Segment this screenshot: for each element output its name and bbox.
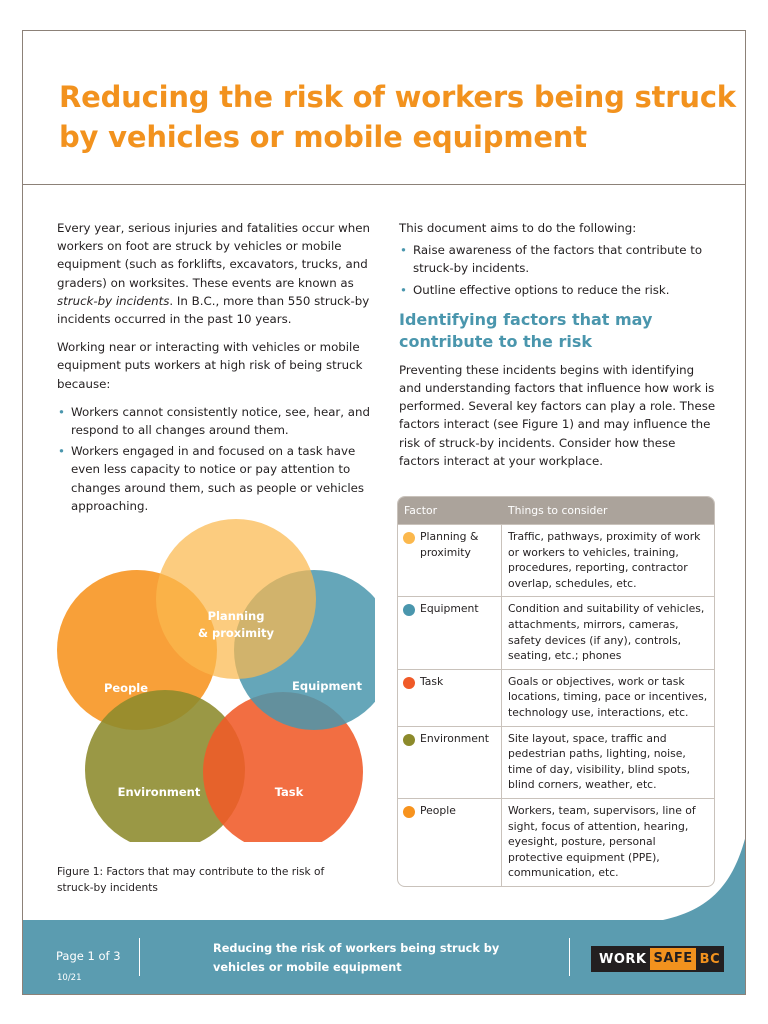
factor-considerations: Workers, team, supervisors, line of sight, focus of attention, hearing, eyesight, posture, personal protective equipment (PPE), communication, etc. xyxy=(508,803,696,880)
factor-name: Equipment xyxy=(420,602,479,616)
left-column xyxy=(57,219,375,525)
figure-caption: Figure 1: Factors that may contribute to the risk of struck-by incidents xyxy=(57,866,325,894)
factors-paragraph: Preventing these incidents begins with identifying and understanding factors that influence how work is performed. Several key factors can play a role. These factors interact (see Figure 1) and may influence the risk of struck-by incidents. Consider how these factors interact at your workplace. xyxy=(399,362,716,468)
factor-considerations: Condition and suitability of vehicles, attachments, mirrors, cameras, safety devices (if any), controls, seating, etc.; phones xyxy=(508,602,705,663)
right-column xyxy=(399,219,717,480)
factor-color-dot xyxy=(403,677,415,689)
factor-considerations: Traffic, pathways, proximity of work or workers to vehicles, training, procedures, reporting, contractor overlap, schedules, etc. xyxy=(508,530,701,590)
venn-label-proximity: & proximity xyxy=(197,626,275,640)
page-frame xyxy=(22,30,746,995)
factor-name: People xyxy=(420,803,456,817)
venn-label-task: Task xyxy=(274,785,304,799)
footer-title: Reducing the risk of workers being struck by vehicles or mobile equipment xyxy=(213,942,500,974)
footer-divider xyxy=(139,938,140,976)
table-row xyxy=(398,596,714,668)
risk-bullet-list xyxy=(57,403,375,515)
list-item: • Workers cannot consistently notice, see, hear, and respond to all changes around them. xyxy=(57,403,375,439)
factor-color-dot xyxy=(403,604,415,616)
table-row xyxy=(398,669,714,726)
list-item: • Workers engaged in and focused on a task have even less capacity to notice or pay attention to changes around them, such as people or vehicles approaching. xyxy=(57,442,375,515)
venn-label-people: People xyxy=(103,681,149,695)
revision-date: 10/21 xyxy=(57,973,82,983)
footer-decorative-curve xyxy=(23,731,746,921)
venn-label-planning: Planning xyxy=(207,609,265,623)
worksafebc-logo: WORK SAFE BC xyxy=(591,946,724,972)
table-header xyxy=(398,497,714,524)
title-divider xyxy=(23,184,745,185)
intro-paragraph: Every year, serious injuries and fatalities occur when workers on foot are struck by vehicles or mobile equipment (such as forklifts, excavators, trucks, and graders) on worksites. These events are known as struck-by incidents. In B.C., more than 550 struck-by incidents occurred in the past 10 years. xyxy=(57,221,370,327)
header-things: Things to consider xyxy=(508,503,608,517)
factor-considerations: Site layout, space, traffic and pedestrian paths, lighting, noise, time of day, visibility, blind spots, blind corners, weather, etc. xyxy=(508,731,691,792)
page-number: Page 1 of 3 xyxy=(56,949,121,963)
list-item: • Outline effective options to reduce the risk. xyxy=(399,281,717,299)
struck-by-term: struck-by incidents xyxy=(57,293,170,308)
table-row xyxy=(398,524,714,596)
list-item: • Raise awareness of the factors that contribute to struck-by incidents. xyxy=(399,241,717,277)
footer-divider xyxy=(569,938,570,976)
factor-color-dot xyxy=(403,532,415,544)
page-title: Reducing the risk of workers being struck by vehicles or mobile equipment xyxy=(59,80,736,154)
aims-intro: This document aims to do the following: xyxy=(399,221,637,235)
aims-bullet-list xyxy=(399,241,717,299)
venn-circle-planning xyxy=(156,519,316,679)
factor-name: Task xyxy=(420,674,444,688)
factor-considerations: Goals or objectives, work or task locations, timing, pace or incentives, technology use, interactions, etc. xyxy=(508,674,708,719)
venn-label-environment: Environment xyxy=(117,785,201,799)
header-factor: Factor xyxy=(404,503,438,517)
section-heading: Identifying factors that may contribute to the risk xyxy=(399,309,653,351)
risk-paragraph: Working near or interacting with vehicles or mobile equipment puts workers at high risk of being struck because: xyxy=(57,340,363,391)
factor-name: Planning & proximity xyxy=(420,530,479,559)
page-footer xyxy=(23,920,745,995)
factor-name: Environment xyxy=(420,731,489,745)
venn-label-equipment: Equipment xyxy=(292,679,362,693)
